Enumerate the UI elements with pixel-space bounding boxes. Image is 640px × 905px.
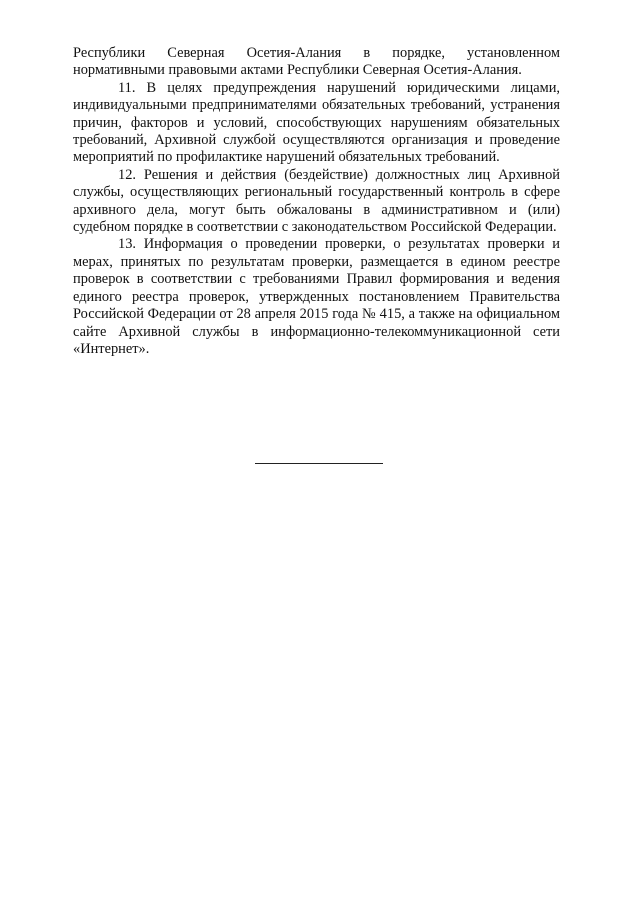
paragraph-12: 12. Решения и действия (бездействие) должностных лиц Архивной службы, осуществляющих региональный государственный контроль в сфере архивного дела, могут быть обжалованы в административном и (или) судебном порядке в соответствии с законодательством Российской Федерации. xyxy=(73,166,560,236)
end-of-document-divider xyxy=(255,463,383,464)
document-body xyxy=(73,45,560,358)
paragraph-continuation: Республики Северная Осетия-Алания в порядке, установленном нормативными правовыми актами Республики Северная Осетия-Алания. xyxy=(73,45,560,79)
paragraph-11: 11. В целях предупреждения нарушений юридическими лицами, индивидуальными предпринимателями обязательных требований, устранения причин, факторов и условий, способствующих нарушениям обязательных требований, Архивной службой осуществляются организация и проведение мероприятий по профилактике нарушений обязательных требований. xyxy=(73,79,560,166)
paragraph-13: 13. Информация о проведении проверки, о результатах проверки и мерах, принятых по результатам проверки, размещается в едином реестре проверок в соответствии с требованиями Правил формирования и ведения единого реестра проверок, утвержденных постановлением Правительства Российской Федерации от 28 апреля 2015 года № 415, а также на официальном сайте Архивной службы в информационно-телекоммуникационной сети «Интернет». xyxy=(73,236,560,357)
